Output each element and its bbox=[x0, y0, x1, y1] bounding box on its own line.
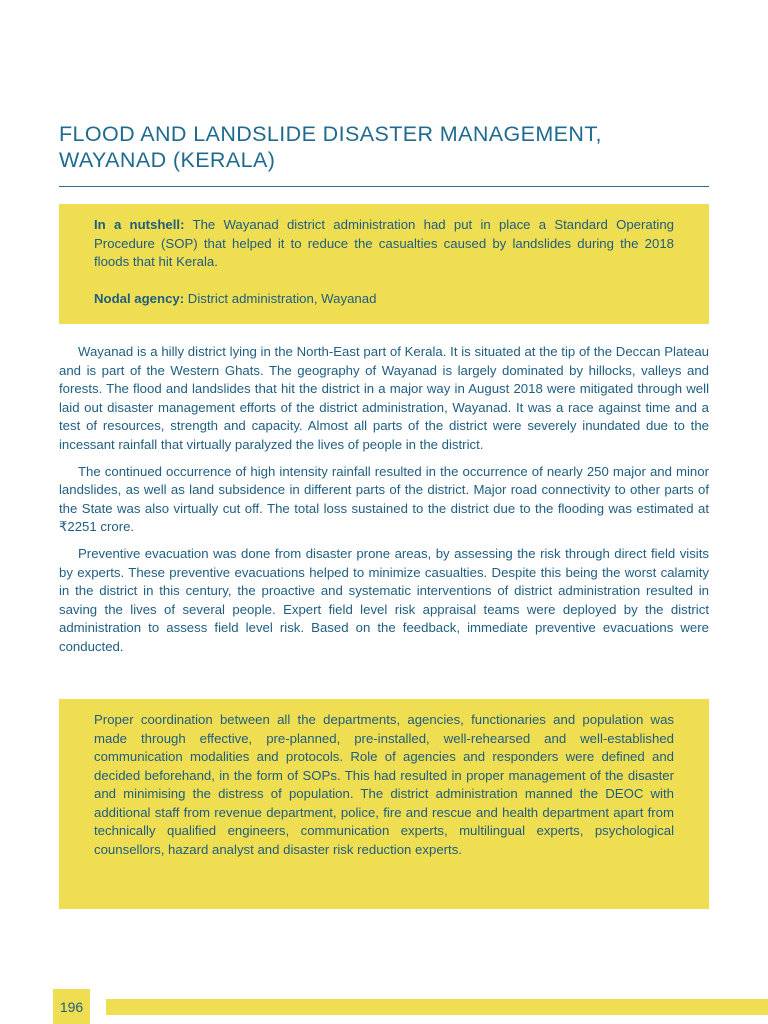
nutshell-text: The Wayanad district administration had put in place a Standard Operating Procedure (SOP) that helped it to reduce the casualties caused by landslides during the 2018 floods that hit Kerala. bbox=[94, 217, 675, 269]
body-paragraph-3: Preventive evacuation was done from disaster prone areas, by assessing the risk through direct field visits by experts. These preventive evacuations helped to minimize casualties. Despite this being the worst calamity in the district in this century, the proactive and systematic interventions of district administration resulted in saving the lives of several people. Expert field level risk appraisal teams were deployed by the district administration to assess field level risk. Based on the feedback, immediate preventive evacuations were conducted. bbox=[59, 545, 709, 654]
title-line-2: WAYANAD (KERALA) bbox=[59, 148, 276, 172]
nodal-agency-paragraph bbox=[94, 290, 674, 309]
footer-bar bbox=[106, 999, 768, 1015]
title-divider bbox=[59, 186, 709, 187]
nutshell-label: In a nutshell: bbox=[94, 217, 185, 232]
page-number: 196 bbox=[53, 989, 90, 1024]
summary-box bbox=[59, 204, 709, 324]
body-text bbox=[59, 343, 709, 665]
highlight-paragraph: Proper coordination between all the departments, agencies, functionaries and population was made through effective, pre-planned, pre-installed, well-rehearsed and well-established communication modalities and protocols. Role of agencies and responders were defined and decided beforehand, in the form of SOPs. This had resulted in proper management of the disaster and minimising the distress of population. The district administration manned the DEOC with additional staff from revenue department, police, fire and rescue and health department apart from technically qualified engineers, communication experts, multilingual experts, psychological counsellors, hazard analyst and disaster risk reduction experts. bbox=[94, 712, 674, 857]
page-title bbox=[59, 121, 709, 173]
nodal-agency-label: Nodal agency: bbox=[94, 290, 185, 306]
nutshell-paragraph bbox=[94, 216, 674, 272]
body-paragraph-1: Wayanad is a hilly district lying in the North-East part of Kerala. It is situated at the tip of the Deccan Plateau and is part of the Western Ghats. The geography of Wayanad is largely dominated by hillocks, valleys and forests. The flood and landslides that hit the district in a major way in August 2018 were mitigated through well laid out disaster management efforts of the district administration, Wayanad. It was a race against time and a test of resources, strength and capacity. Almost all parts of the district were severely inundated due to the incessant rainfall that virtually paralyzed the lives of people in the district. bbox=[59, 344, 709, 452]
body-paragraph-2: The continued occurrence of high intensity rainfall resulted in the occurrence of nearly 250 major and minor landslides, as well as land subsidence in different parts of the district. Major road connectivity to other parts of the State was also virtually cut off. The total loss sustained to the district due to the flooding was estimated at ₹2251 crore. bbox=[59, 463, 709, 535]
nodal-agency-text: District administration, Wayanad bbox=[184, 290, 377, 306]
highlight-box bbox=[59, 699, 709, 909]
title-line-1: FLOOD AND LANDSLIDE DISASTER MANAGEMENT, bbox=[59, 122, 602, 146]
